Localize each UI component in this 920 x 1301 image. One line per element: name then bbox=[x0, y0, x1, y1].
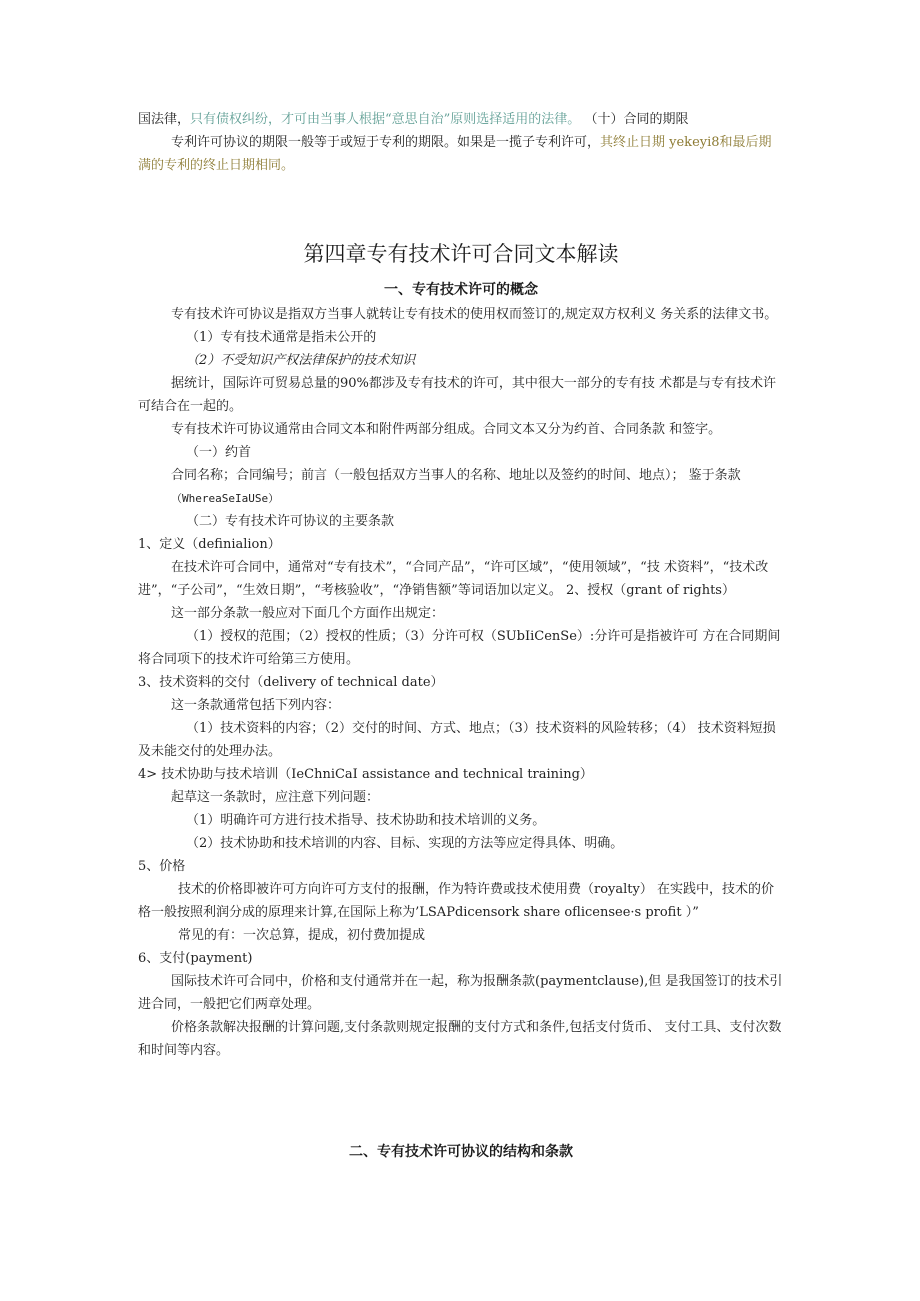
clause-3-title: 3、技术资料的交付（delivery of technical date） bbox=[138, 675, 444, 690]
paragraph-4b bbox=[138, 487, 784, 510]
clause-2-items-text: （1）授权的范围；（2）授权的性质；（3）分许可权（SUbIiCenSe）:分许可是指被许可 方在合同期间将合同项下的技术许可给第三方使用。 bbox=[138, 629, 781, 667]
clause-1-title: 1、定义（definialion） bbox=[138, 537, 281, 552]
clause-4-title: 4> 技术协助与技术培训（IeChniCaI assistance and technical training） bbox=[138, 767, 593, 782]
subheading-2: （二）专有技术许可协议的主要条款 bbox=[186, 514, 395, 529]
whereas-clause-text: （WhereaSeIaUSe） bbox=[171, 492, 280, 505]
subheading-1: （一）约首 bbox=[186, 445, 252, 460]
clause-3-text: 这一条款通常包括下列内容： bbox=[171, 698, 341, 713]
clause-6-title: 6、支付(payment) bbox=[138, 951, 253, 966]
clause-3-items-text: （1）技术资料的内容；（2）交付的时间、方式、地点；（3）技术资料的风险转移；（4） 技术资料短损及未能交付的处理办法。 bbox=[138, 721, 776, 759]
clause-1-text: 在技术许可合同中，通常对“专有技术”，“合同产品”，“许可区域”，“使用领域”，“技 术资料”，“技术改进”，“子公司”，“生效日期”，“考核验收”，“净销售额”等词语加以定义。 2、授权（grant of rights） bbox=[138, 560, 769, 598]
chapter-title: 第四章专有技术许可合同文本解读 bbox=[303, 242, 619, 266]
intro-line-1 bbox=[138, 108, 784, 131]
clause-4-item-1: （1）明确许可方进行技术指导、技术协助和技术培训的义务。 bbox=[186, 813, 546, 828]
clause-2-text: 这一部分条款一般应对下面几个方面作出规定： bbox=[171, 606, 445, 621]
clause-5-text: 技术的价格即被许可方向许可方支付的报酬，作为特许费或技术使用费（royalty） 在实践中，技术的价格一般按照利润分成的原理来计算,在国际上称为’LSAPdicensork share oflicensee·s profit ）” bbox=[138, 882, 774, 920]
clause-2-items bbox=[138, 625, 784, 671]
clause-4-item-2: （2）技术协助和技术培训的内容、目标、实现的方法等应定得具体、明确。 bbox=[186, 836, 624, 851]
clause-6-text-1: 国际技术许可合同中，价格和支付通常并在一起，称为报酬条款(paymentclause),但 是我国签订的技术引进合同，一般把它们两章处理。 bbox=[138, 974, 783, 1012]
clause-5-title: 5、价格 bbox=[138, 859, 186, 874]
intro-line-1-teal: 只有债权纠纷，才可由当事人根据“意思自治”原则选择适用的法律。 bbox=[190, 112, 581, 127]
clause-3-items bbox=[138, 717, 784, 763]
intro-line-2-black: 专利许可协议的期限一般等于或短于专利的期限。如果是一揽子专利许可， bbox=[171, 135, 601, 150]
intro-line-1-tail: （十）合同的期限 bbox=[580, 112, 689, 127]
clause-5-common: 常见的有：一次总算，提成，初付费加提成 bbox=[178, 928, 426, 943]
clause-6-text-2: 价格条款解决报酬的计算问题,支付条款则规定报酬的支付方式和条件,包括支付货币、 支付工具、支付次数和时间等内容。 bbox=[138, 1020, 782, 1058]
section-1-title: 一、专有技术许可的概念 bbox=[384, 282, 538, 298]
list-item-1: （1）专有技术通常是指未公开的 bbox=[186, 330, 377, 345]
paragraph-2: 据统计，国际许可贸易总量的90%都涉及专有技术的许可，其中很大一部分的专有技 术都是与专有技术许可结合在一起的。 bbox=[138, 376, 777, 414]
intro-line-1-black: 国法律， bbox=[138, 112, 191, 127]
section-1-body bbox=[138, 303, 784, 1062]
paragraph-3: 专有技术许可协议通常由合同文本和附件两部分组成。合同文本又分为约首、合同条款 和签字。 bbox=[171, 422, 722, 437]
section-2-title: 二、专有技术许可协议的结构和条款 bbox=[349, 1144, 573, 1160]
paragraph-1: 专有技术许可协议是指双方当事人就转让专有技术的使用权而签订的,规定双方权利义 务关系的法律文书。 bbox=[171, 307, 778, 322]
intro-line-2 bbox=[138, 131, 784, 177]
intro-line-2-olive: 其终止日期 yekeyi8和最后期满的专利的终止日期相同。 bbox=[138, 135, 772, 173]
clause-4-text: 起草这一条款时，应注意下列问题： bbox=[171, 790, 380, 805]
list-item-2: （2）不受知识产权法律保护的技术知识 bbox=[186, 353, 416, 368]
paragraph-4a: 合同名称；合同编号；前言（一般包括双方当事人的名称、地址以及签约的时间、地点）； 鉴于条款 bbox=[171, 468, 741, 483]
intro-block bbox=[138, 108, 784, 177]
